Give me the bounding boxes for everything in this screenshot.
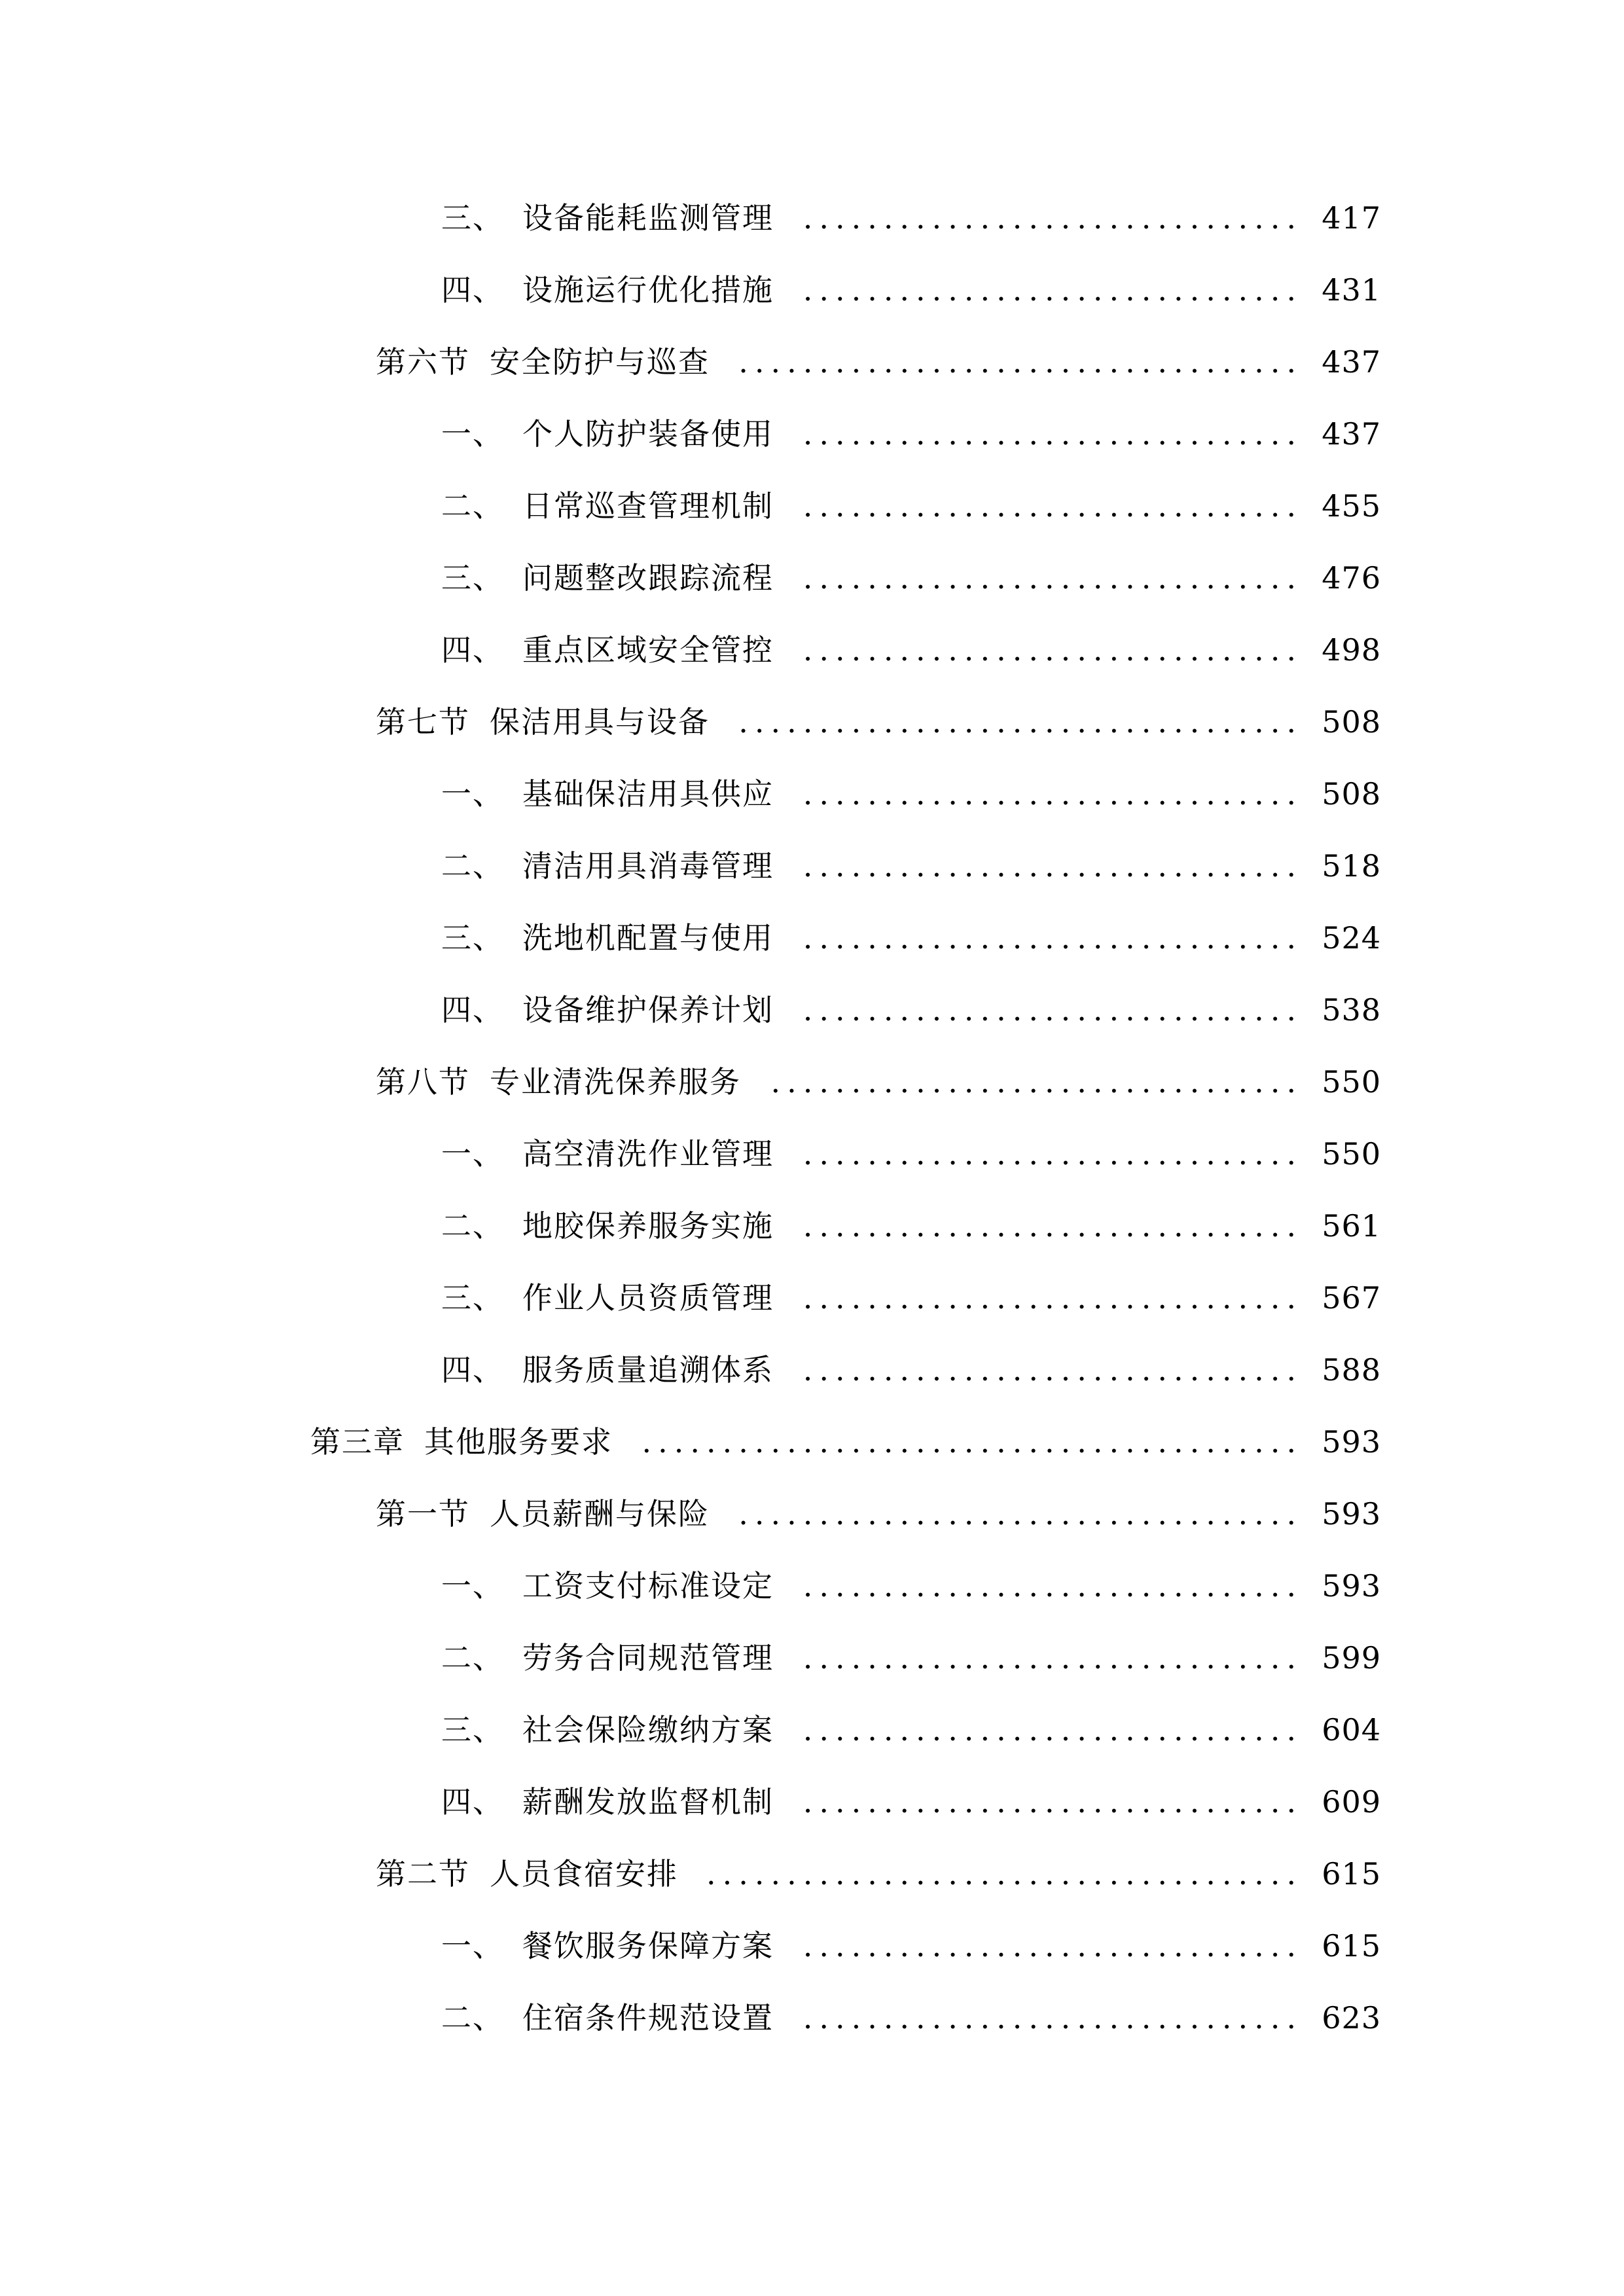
- toc-entry-title: 其他服务要求: [424, 1424, 613, 1460]
- toc-entry-title: 薪酬发放监督机制: [522, 1784, 774, 1820]
- toc-entry-title: 人员薪酬与保险: [490, 1496, 710, 1532]
- toc-entry[interactable]: [0, 192, 1624, 244]
- dot-leader: .................................: [770, 1064, 1303, 1100]
- toc-entry-marker: 四、: [441, 1784, 504, 1820]
- toc-entry-marker: 二、: [441, 1208, 504, 1244]
- toc-entry-title: 地胶保养服务实施: [522, 1208, 774, 1244]
- toc-entry-marker: 第一节: [376, 1496, 470, 1532]
- toc-entry-title: 住宿条件规范设置: [522, 2000, 774, 2036]
- toc-entry-title: 社会保险缴纳方案: [522, 1712, 774, 1748]
- toc-entry-page: 498: [1322, 632, 1381, 668]
- dot-leader: ...............................: [803, 2000, 1303, 2036]
- toc-entry[interactable]: [0, 1344, 1624, 1396]
- toc-entry-title: 服务质量追溯体系: [522, 1352, 774, 1388]
- toc-entry-title: 个人防护装备使用: [522, 416, 774, 452]
- toc-entry-page: 417: [1322, 200, 1381, 236]
- toc-entry[interactable]: [0, 1992, 1624, 2044]
- toc-entry-page: 431: [1322, 272, 1381, 308]
- dot-leader: ...............................: [803, 200, 1303, 236]
- dot-leader: ...............................: [803, 776, 1303, 812]
- toc-entry-title: 设施运行优化措施: [522, 272, 774, 308]
- toc-entry-marker: 四、: [441, 272, 504, 308]
- toc-entry-title: 人员食宿安排: [490, 1856, 678, 1892]
- dot-leader: ...............................: [803, 1712, 1303, 1748]
- dot-leader: ...............................: [803, 488, 1303, 524]
- toc-entry[interactable]: [0, 1560, 1624, 1612]
- toc-entry-page: 593: [1322, 1496, 1381, 1532]
- dot-leader: ...............................: [803, 560, 1303, 596]
- toc-entry-page: 476: [1322, 560, 1381, 596]
- dot-leader: ...................................: [738, 344, 1303, 380]
- toc-entry[interactable]: [0, 264, 1624, 316]
- dot-leader: ...............................: [803, 1568, 1303, 1604]
- toc-entry-page: 508: [1322, 704, 1381, 740]
- dot-leader: ...............................: [803, 272, 1303, 308]
- toc-entry-marker: 二、: [441, 848, 504, 884]
- dot-leader: .....................................: [706, 1856, 1303, 1892]
- toc-entry[interactable]: [0, 552, 1624, 604]
- toc-entry-marker: 一、: [441, 416, 504, 452]
- toc-entry[interactable]: [0, 912, 1624, 964]
- dot-leader: ...............................: [803, 920, 1303, 956]
- toc-entry-marker: 二、: [441, 2000, 504, 2036]
- toc-entry-page: 615: [1322, 1856, 1381, 1892]
- toc-entry[interactable]: [0, 768, 1624, 820]
- toc-entry-marker: 第二节: [376, 1856, 470, 1892]
- toc-entry-marker: 三、: [441, 200, 504, 236]
- toc-entry-page: 623: [1322, 2000, 1381, 2036]
- toc-entry-title: 高空清洗作业管理: [522, 1136, 774, 1172]
- toc-entry-marker: 第七节: [376, 704, 470, 740]
- toc-entry-page: 593: [1322, 1424, 1381, 1460]
- toc-entry-title: 洗地机配置与使用: [522, 920, 774, 956]
- toc-entry[interactable]: [0, 1704, 1624, 1756]
- toc-entry-marker: 三、: [441, 1712, 504, 1748]
- toc-entry-title: 清洁用具消毒管理: [522, 848, 774, 884]
- toc-entry-page: 550: [1322, 1064, 1381, 1100]
- toc-entry-marker: 三、: [441, 560, 504, 596]
- toc-entry-marker: 四、: [441, 1352, 504, 1388]
- toc-entry[interactable]: [0, 1272, 1624, 1324]
- dot-leader: ...............................: [803, 1640, 1303, 1676]
- toc-entry-title: 专业清洗保养服务: [490, 1064, 741, 1100]
- toc-entry-page: 455: [1322, 488, 1381, 524]
- toc-entry-marker: 第六节: [376, 344, 470, 380]
- toc-entry-marker: 三、: [441, 920, 504, 956]
- toc-entry-marker: 二、: [441, 1640, 504, 1676]
- toc-entry-title: 设备能耗监测管理: [522, 200, 774, 236]
- toc-entry-title: 工资支付标准设定: [522, 1568, 774, 1604]
- toc-entry[interactable]: [0, 336, 1624, 388]
- toc-entry-marker: 四、: [441, 632, 504, 668]
- toc-entry-page: 524: [1322, 920, 1381, 956]
- toc-entry[interactable]: [0, 1488, 1624, 1540]
- toc-entry-title: 重点区域安全管控: [522, 632, 774, 668]
- toc-entry-page: 588: [1322, 1352, 1381, 1388]
- dot-leader: ...............................: [803, 1280, 1303, 1316]
- toc-entry[interactable]: [0, 1632, 1624, 1684]
- toc-entry-page: 609: [1322, 1784, 1381, 1820]
- toc-entry[interactable]: [0, 408, 1624, 460]
- toc-entry-marker: 四、: [441, 992, 504, 1028]
- toc-entry[interactable]: [0, 1056, 1624, 1108]
- toc-entry-title: 保洁用具与设备: [490, 704, 710, 740]
- toc-entry-title: 问题整改跟踪流程: [522, 560, 774, 596]
- toc-entry-page: 567: [1322, 1280, 1381, 1316]
- dot-leader: ...............................: [803, 848, 1303, 884]
- dot-leader: ...............................: [803, 1352, 1303, 1388]
- toc-entry-title: 作业人员资质管理: [522, 1280, 774, 1316]
- toc-entry-marker: 二、: [441, 488, 504, 524]
- dot-leader: ...............................: [803, 1136, 1303, 1172]
- dot-leader: ...............................: [803, 416, 1303, 452]
- dot-leader: ...............................: [803, 1928, 1303, 1964]
- dot-leader: .........................................: [641, 1424, 1303, 1460]
- dot-leader: ...................................: [738, 1496, 1303, 1532]
- toc-entry[interactable]: [0, 480, 1624, 532]
- toc-entry-title: 设备维护保养计划: [522, 992, 774, 1028]
- toc-entry-page: 518: [1322, 848, 1381, 884]
- toc-entry-page: 437: [1322, 416, 1381, 452]
- toc-entry[interactable]: [0, 984, 1624, 1036]
- toc-entry[interactable]: [0, 1200, 1624, 1252]
- toc-entry[interactable]: [0, 1776, 1624, 1828]
- dot-leader: ...............................: [803, 1784, 1303, 1820]
- toc-entry-title: 基础保洁用具供应: [522, 776, 774, 812]
- toc-entry-marker: 一、: [441, 776, 504, 812]
- toc-entry-marker: 一、: [441, 1928, 504, 1964]
- toc-entry-page: 437: [1322, 344, 1381, 380]
- toc-entry-page: 593: [1322, 1568, 1381, 1604]
- toc-entry-marker: 一、: [441, 1136, 504, 1172]
- toc-entry-page: 508: [1322, 776, 1381, 812]
- dot-leader: ...................................: [738, 704, 1303, 740]
- toc-entry[interactable]: [0, 1128, 1624, 1180]
- toc-entry[interactable]: [0, 840, 1624, 892]
- toc-entry[interactable]: [0, 1848, 1624, 1900]
- dot-leader: ...............................: [803, 992, 1303, 1028]
- toc-entry-marker: 一、: [441, 1568, 504, 1604]
- toc-entry-marker: 第八节: [376, 1064, 470, 1100]
- toc-entry-page: 615: [1322, 1928, 1381, 1964]
- toc-entry-title: 日常巡查管理机制: [522, 488, 774, 524]
- toc-entry-title: 安全防护与巡查: [490, 344, 710, 380]
- dot-leader: ...............................: [803, 632, 1303, 668]
- dot-leader: ...............................: [803, 1208, 1303, 1244]
- toc-entry[interactable]: [0, 1920, 1624, 1972]
- toc-entry[interactable]: [0, 624, 1624, 676]
- toc-entry-page: 604: [1322, 1712, 1381, 1748]
- toc-entry[interactable]: [0, 696, 1624, 748]
- toc-entry-page: 550: [1322, 1136, 1381, 1172]
- toc-entry[interactable]: [0, 1416, 1624, 1468]
- toc-entry-marker: 三、: [441, 1280, 504, 1316]
- toc-entry-page: 599: [1322, 1640, 1381, 1676]
- toc-entry-marker: 第三章: [310, 1424, 405, 1460]
- toc-entry-page: 538: [1322, 992, 1381, 1028]
- toc-entry-title: 餐饮服务保障方案: [522, 1928, 774, 1964]
- toc-entry-page: 561: [1322, 1208, 1381, 1244]
- toc-entry-title: 劳务合同规范管理: [522, 1640, 774, 1676]
